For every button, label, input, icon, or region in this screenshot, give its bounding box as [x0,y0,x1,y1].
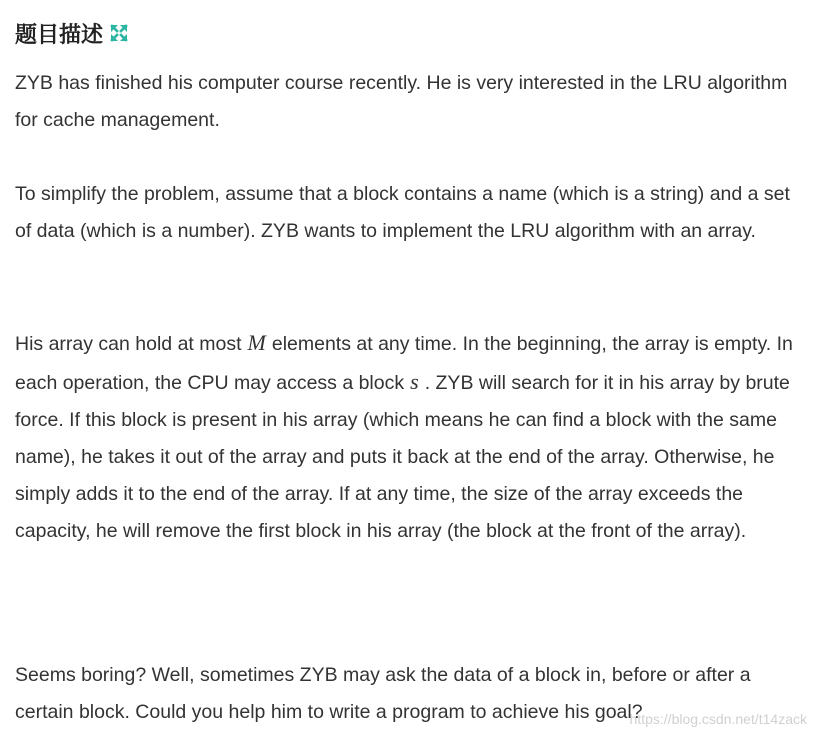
paragraph-simplify: To simplify the problem, assume that a block contains a name (which is a string) and a set of data (which is a number). ZYB wants to implement the LRU algorithm with an array. [15,183,790,242]
paragraph-question: Seems boring? Well, sometimes ZYB may ask the data of a block in, before or after a certain block. Could you help him to write a program to achieve his goal? [15,664,751,723]
section-heading [15,18,129,48]
paragraph-intro: ZYB has finished his computer course recently. He is very interested in the LRU algorithm for cache management. [15,72,788,131]
variable-m: M [247,330,266,355]
watermark: https://blog.csdn.net/t14zack [629,711,807,727]
section-title: 题目描述 [15,22,104,48]
expand-icon[interactable] [109,23,129,43]
paragraph-array-text-1: His array can hold at most [15,333,242,355]
paragraph-array-text-3: . ZYB will search for it in his array by brute force. If this block is present in his array (which means he can find a block with the same name), he takes it out of the array and puts it back at the end of the array. Otherwise, he simply adds it to the end of the array. If at any time, the size of the array exceeds the capacity, he will remove the first block in his array (the block at the front of the array). [15,372,790,542]
variable-s: s [410,369,419,394]
paragraph-array [15,324,810,550]
paragraph-array-text-2: elements at any time. In the beginning, the array is empty. In each operation, the CPU may access a block [15,333,793,394]
